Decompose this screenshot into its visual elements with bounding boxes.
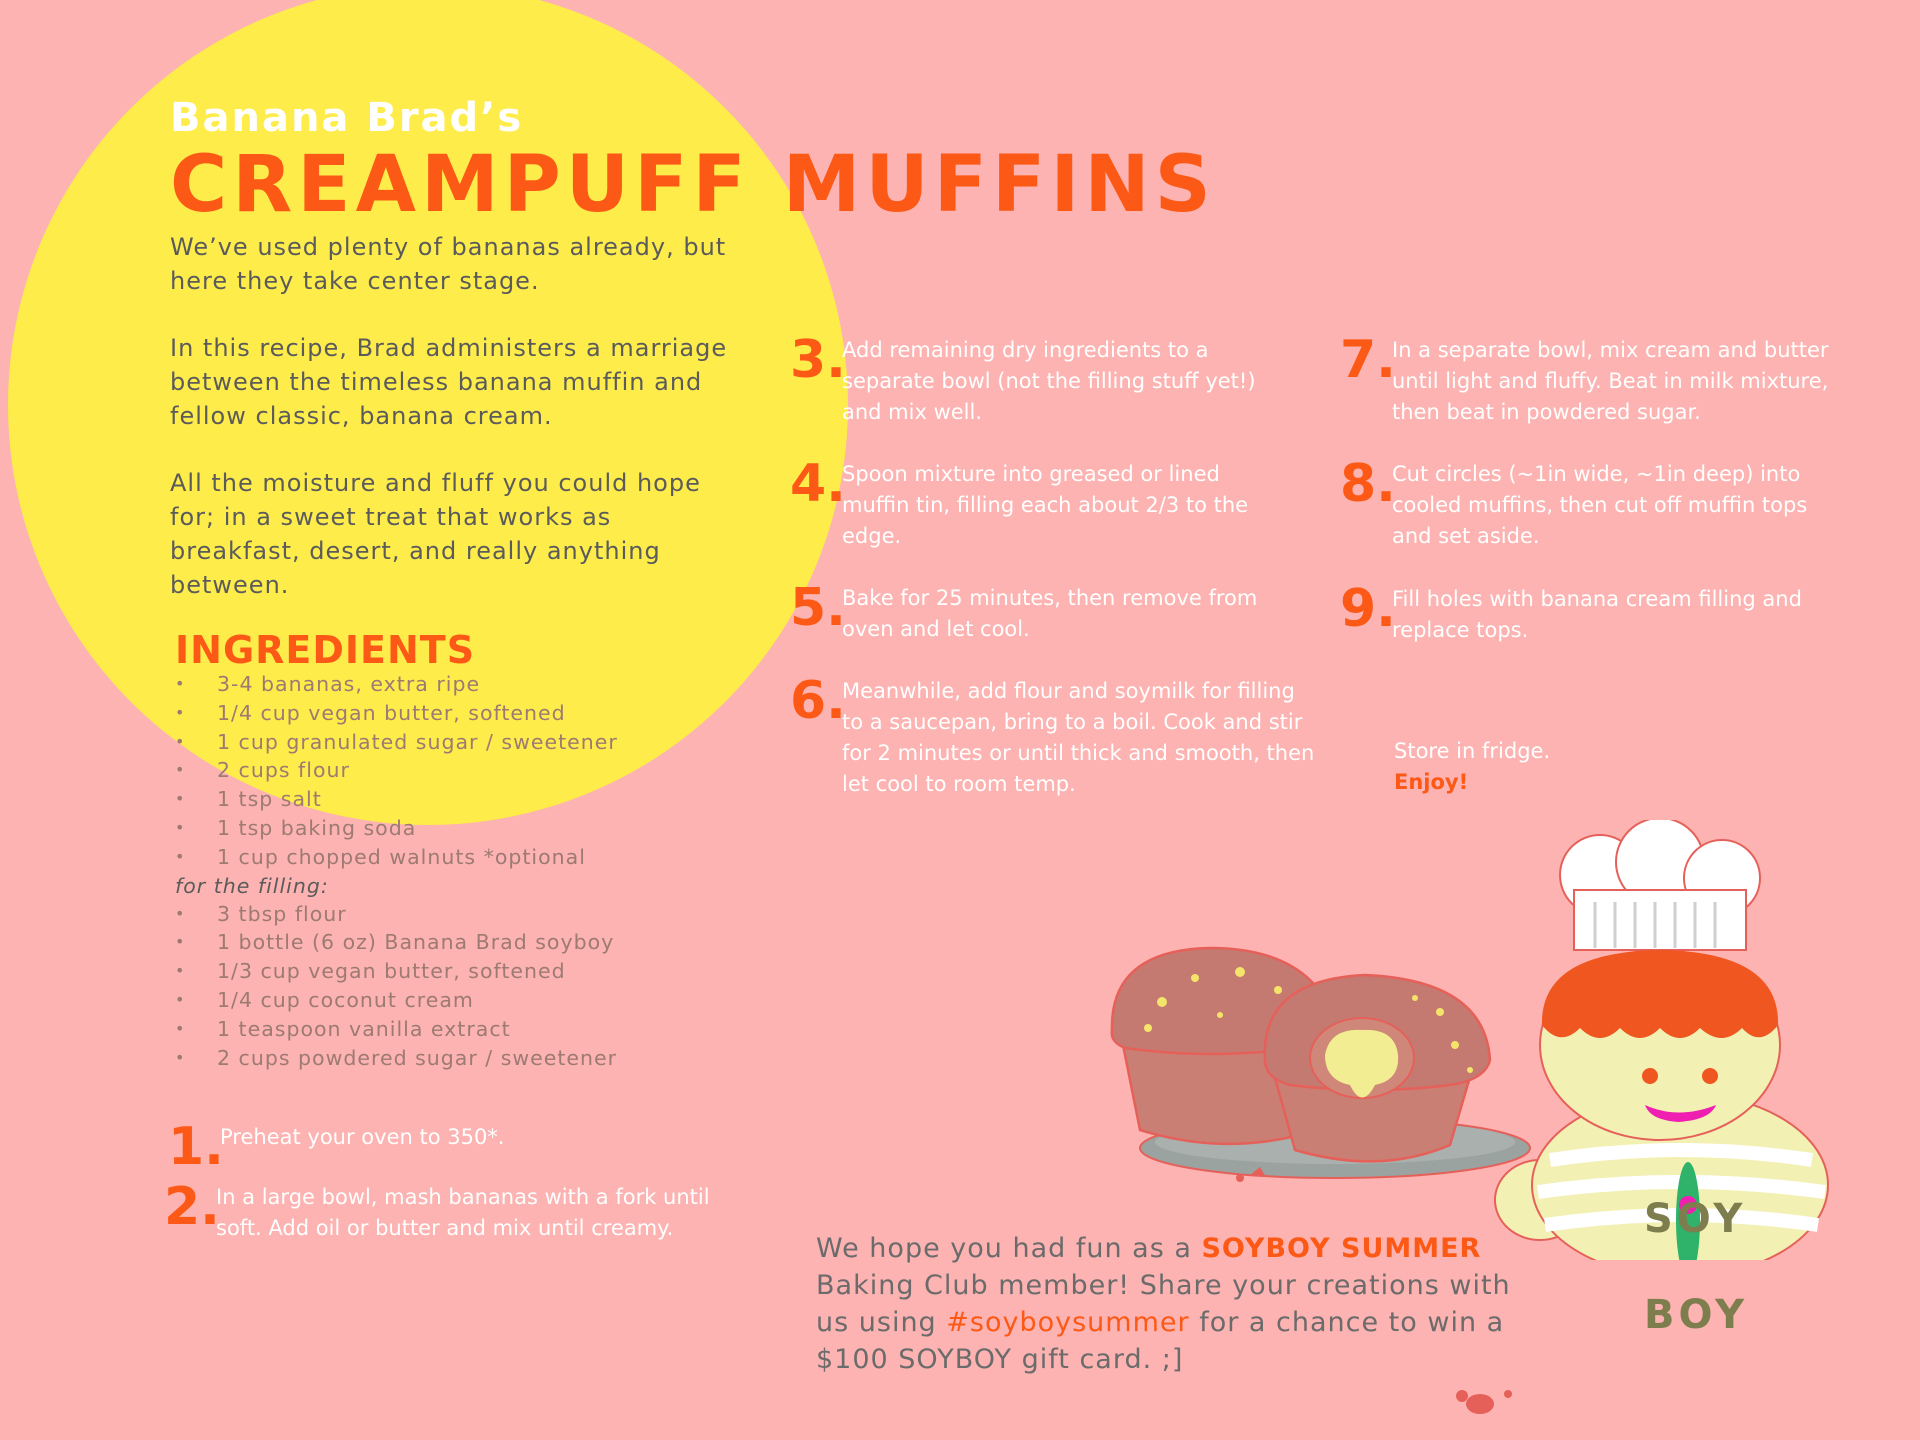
- closing-message: [816, 1230, 1536, 1378]
- step-number: 6.: [790, 671, 846, 731]
- step-text: Bake for 25 minutes, then remove from oven and let cool.: [842, 586, 1258, 641]
- step-text: Meanwhile, add flour and soymilk for filling to a saucepan, bring to a boil. Cook and stir for 2 minutes or until thick and smooth, then let cool to room temp.: [842, 679, 1315, 796]
- closing-text: Baking Club member! Share your creations with us using: [816, 1270, 1511, 1338]
- filling-label: for the filling:: [175, 873, 329, 898]
- step-number: 7.: [1340, 330, 1396, 390]
- storage-note: [1394, 736, 1550, 798]
- recipe-subtitle: Banana Brad’s: [170, 95, 524, 141]
- step-number: 5.: [790, 578, 846, 638]
- intro-text: [170, 230, 730, 635]
- filling-item: • 1 teaspoon vanilla extract: [175, 1015, 735, 1044]
- step-number: 9.: [1340, 579, 1396, 639]
- soyboy-logo-bottom: BOY: [1644, 1292, 1749, 1338]
- ingredient-item: • 3-4 bananas, extra ripe: [175, 670, 735, 699]
- soyboy-summer-highlight: SOYBOY SUMMER: [1201, 1233, 1482, 1264]
- step-text: Fill holes with banana cream filling and replace tops.: [1392, 587, 1802, 642]
- step-text: Cut circles (~1in wide, ~1in deep) into cooled muffins, then cut off muffin tops and set aside.: [1392, 462, 1808, 548]
- soyboy-mascot-illustration: [1460, 820, 1860, 1260]
- step-text: Preheat your oven to 350*.: [220, 1125, 505, 1149]
- step-text: In a separate bowl, mix cream and butter until light and fluffy. Beat in milk mixture, then beat in powdered sugar.: [1392, 338, 1829, 424]
- step-text: Spoon mixture into greased or lined muffin tin, filling each about 2/3 to the edge.: [842, 462, 1249, 548]
- closing-text: for a chance to win a $100 SOYBOY gift card. ;]: [816, 1307, 1505, 1375]
- enjoy-line: Enjoy!: [1394, 770, 1469, 794]
- step-3: [790, 330, 1290, 428]
- step-number: 8.: [1340, 454, 1396, 514]
- filling-item: • 1/4 cup coconut cream: [175, 986, 735, 1015]
- intro-paragraph: In this recipe, Brad administers a marriage between the timeless banana muffin and fellow classic, banana cream.: [170, 334, 728, 430]
- step-9: [1340, 579, 1840, 646]
- step-4: [790, 454, 1265, 552]
- intro-paragraph: All the moisture and fluff you could hope for; in a sweet treat that works as breakfast, desert, and really anything between.: [170, 469, 701, 599]
- store-line: Store in fridge.: [1394, 739, 1551, 763]
- hashtag: #soyboysummer: [946, 1307, 1190, 1338]
- step-text: Add remaining dry ingredients to a separate bowl (not the filling stuff yet!) and mix well.: [842, 338, 1256, 424]
- filling-item: • 1 bottle (6 oz) Banana Brad soyboy: [175, 928, 735, 957]
- ingredient-item: • 2 cups flour: [175, 756, 735, 785]
- ingredients-list: [175, 670, 735, 1072]
- step-8: [1340, 454, 1840, 552]
- intro-paragraph: We’ve used plenty of bananas already, but here they take center stage.: [170, 233, 727, 295]
- step-7: [1340, 330, 1850, 428]
- step-text: In a large bowl, mash bananas with a fork until soft. Add oil or butter and mix until creamy.: [216, 1185, 710, 1240]
- soyboy-logo-top: SOY: [1644, 1196, 1747, 1242]
- crumbs-decoration: [1450, 1380, 1530, 1420]
- recipe-title: CREAMPUFF MUFFINS: [170, 140, 1216, 230]
- ingredient-item: • 1 cup granulated sugar / sweetener: [175, 728, 735, 757]
- filling-item: • 1/3 cup vegan butter, softened: [175, 957, 735, 986]
- step-5: [790, 578, 1290, 645]
- ingredient-item: • 1 cup chopped walnuts *optional: [175, 843, 735, 872]
- ingredient-item: • 1 tsp salt: [175, 785, 735, 814]
- step-2: [164, 1177, 750, 1244]
- closing-text: We hope you had fun as a: [816, 1233, 1202, 1264]
- step-number: 1.: [168, 1117, 224, 1177]
- step-1: [168, 1117, 748, 1177]
- ingredients-heading: INGREDIENTS: [175, 628, 476, 672]
- step-6: [790, 671, 1320, 800]
- step-number: 3.: [790, 330, 846, 390]
- filling-item: • 2 cups powdered sugar / sweetener: [175, 1044, 735, 1073]
- filling-item: • 3 tbsp flour: [175, 900, 735, 929]
- ingredient-item: • 1 tsp baking soda: [175, 814, 735, 843]
- step-number: 4.: [790, 454, 846, 514]
- step-number: 2.: [164, 1177, 220, 1237]
- ingredient-item: • 1/4 cup vegan butter, softened: [175, 699, 735, 728]
